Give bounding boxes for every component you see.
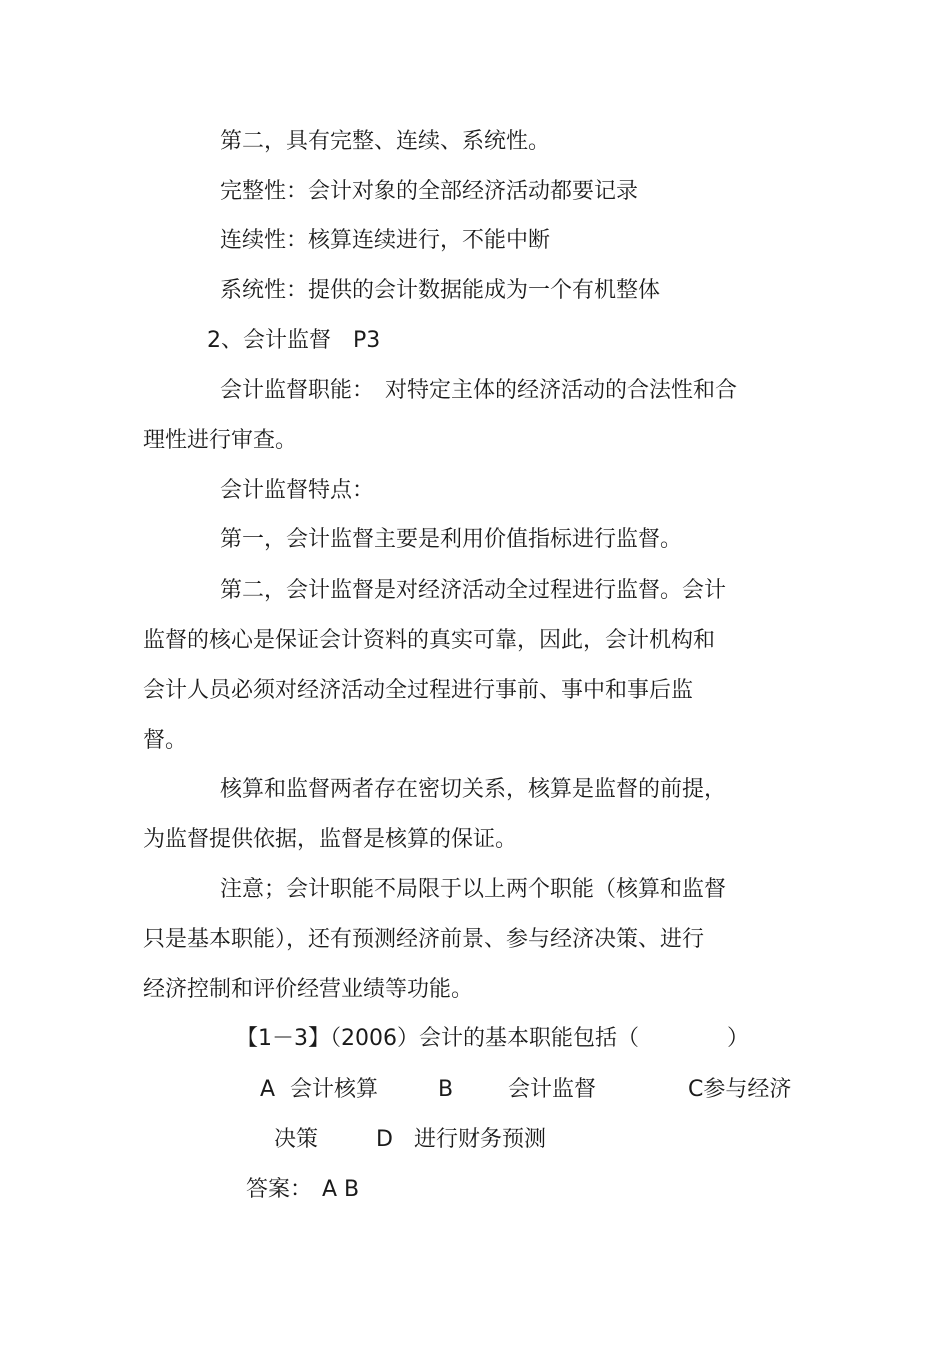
option-b-text: 会计监督 (508, 1077, 597, 1102)
option-a-text: 会计核算 (290, 1077, 379, 1102)
text-line: 会计监督职能： 对特定主体的经济活动的合法性和合 (220, 378, 738, 403)
text-line: 第一，会计监督主要是利用价值指标进行监督。 (220, 527, 683, 552)
text-line: 第二，会计监督是对经济活动全过程进行监督。会计 (220, 578, 727, 603)
question-stem: 【1－3】（2006）会计的基本职能包括（ ） (236, 1026, 749, 1051)
text-line: 只是基本职能），还有预测经济前景、参与经济决策、进行 (143, 927, 705, 952)
text-line: 督。 (143, 728, 188, 753)
text-line: 理性进行审查。 (143, 428, 298, 453)
option-a-letter: A (260, 1077, 276, 1102)
text-line: 为监督提供依据，监督是核算的保证。 (143, 827, 518, 852)
section-heading: 2、会计监督 P3 (207, 328, 381, 353)
text-line: 连续性：核算连续进行，不能中断 (220, 228, 551, 253)
text-line: 注意；会计职能不局限于以上两个职能（核算和监督 (220, 877, 727, 902)
text-line: 完整性：会计对象的全部经济活动都要记录 (220, 179, 639, 204)
answer-value: A B (322, 1177, 360, 1202)
text-line: 监督的核心是保证会计资料的真实可靠，因此，会计机构和 (143, 628, 716, 653)
text-line: 第二，具有完整、连续、系统性。 (220, 129, 551, 154)
text-line: 会计人员必须对经济活动全过程进行事前、事中和事后监 (143, 678, 694, 703)
text-line: 会计监督特点： (220, 478, 375, 503)
option-c-continued: 决策 (274, 1127, 319, 1152)
option-c-text: C参与经济 (688, 1077, 792, 1102)
text-line: 核算和监督两者存在密切关系，核算是监督的前提， (220, 777, 727, 802)
option-d-letter: D (376, 1127, 393, 1152)
option-b-letter: B (438, 1077, 454, 1102)
text-line: 系统性：提供的会计数据能成为一个有机整体 (220, 278, 661, 303)
option-d-text: 进行财务预测 (414, 1127, 547, 1152)
text-line: 经济控制和评价经营业绩等功能。 (143, 977, 474, 1002)
answer-label: 答案： (246, 1177, 313, 1202)
